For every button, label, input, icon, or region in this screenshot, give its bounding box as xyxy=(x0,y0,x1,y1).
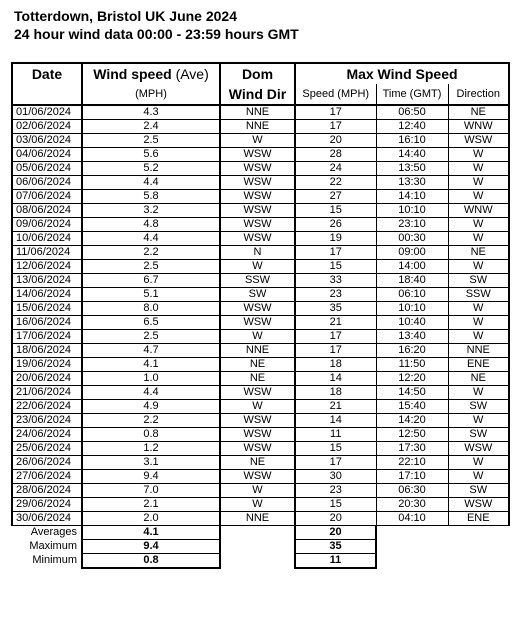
row-avg-speed: 0.8 xyxy=(82,428,220,442)
summary-max-speed: 35 xyxy=(295,540,376,554)
row-max-speed: 15 xyxy=(295,260,376,274)
row-date: 06/06/2024 xyxy=(12,176,82,190)
row-max-time: 00:30 xyxy=(376,232,448,246)
row-max-direction: W xyxy=(448,148,509,162)
row-max-direction: NE xyxy=(448,372,509,386)
header-max-wind-speed: Max Wind Speed xyxy=(295,63,509,84)
row-max-speed: 14 xyxy=(295,372,376,386)
row-avg-speed: 2.5 xyxy=(82,330,220,344)
row-max-speed: 15 xyxy=(295,498,376,512)
row-max-time: 10:10 xyxy=(376,204,448,218)
header-date: Date xyxy=(12,63,82,84)
table-row xyxy=(12,372,509,386)
summary-wind-speed: 0.8 xyxy=(82,554,220,569)
row-max-speed: 17 xyxy=(295,456,376,470)
row-max-time: 13:40 xyxy=(376,330,448,344)
row-max-time: 04:10 xyxy=(376,512,448,526)
row-max-speed: 19 xyxy=(295,232,376,246)
row-dom-dir: WSW xyxy=(220,190,295,204)
row-avg-speed: 4.3 xyxy=(82,105,220,120)
row-avg-speed: 1.0 xyxy=(82,372,220,386)
table-row xyxy=(12,386,509,400)
row-max-time: 20:30 xyxy=(376,498,448,512)
row-date: 29/06/2024 xyxy=(12,498,82,512)
row-max-time: 14:20 xyxy=(376,414,448,428)
row-max-direction: WSW xyxy=(448,134,509,148)
row-date: 10/06/2024 xyxy=(12,232,82,246)
row-max-speed: 17 xyxy=(295,105,376,120)
row-max-direction: NNE xyxy=(448,344,509,358)
row-date: 16/06/2024 xyxy=(12,316,82,330)
row-max-direction: WSW xyxy=(448,442,509,456)
row-max-time: 09:00 xyxy=(376,246,448,260)
header-dom: Dom xyxy=(220,63,295,84)
table-row xyxy=(12,330,509,344)
row-max-time: 16:10 xyxy=(376,134,448,148)
row-dom-dir: NNE xyxy=(220,344,295,358)
table-row xyxy=(12,442,509,456)
row-max-speed: 27 xyxy=(295,190,376,204)
header-wind-dir: Wind Dir xyxy=(220,84,295,105)
row-max-time: 23:10 xyxy=(376,218,448,232)
row-dom-dir: WSW xyxy=(220,176,295,190)
row-max-speed: 20 xyxy=(295,512,376,526)
row-avg-speed: 2.0 xyxy=(82,512,220,526)
row-max-direction: SW xyxy=(448,400,509,414)
row-avg-speed: 8.0 xyxy=(82,302,220,316)
summary-spacer xyxy=(220,540,295,554)
row-max-direction: NE xyxy=(448,246,509,260)
row-dom-dir: WSW xyxy=(220,442,295,456)
table-row xyxy=(12,120,509,134)
table-row xyxy=(12,400,509,414)
row-max-speed: 17 xyxy=(295,120,376,134)
report-subtitle: 24 hour wind data 00:00 - 23:59 hours GMT xyxy=(14,26,299,42)
row-max-speed: 22 xyxy=(295,176,376,190)
row-max-time: 11:50 xyxy=(376,358,448,372)
summary-spacer xyxy=(448,554,509,569)
summary-row xyxy=(12,540,509,554)
summary-spacer xyxy=(448,540,509,554)
row-max-direction: W xyxy=(448,470,509,484)
row-avg-speed: 3.2 xyxy=(82,204,220,218)
table-row xyxy=(12,260,509,274)
row-avg-speed: 1.2 xyxy=(82,442,220,456)
header-wind-speed: Wind speed (Ave) xyxy=(82,63,220,84)
table-row xyxy=(12,246,509,260)
row-date: 22/06/2024 xyxy=(12,400,82,414)
row-max-speed: 11 xyxy=(295,428,376,442)
row-dom-dir: WSW xyxy=(220,316,295,330)
summary-wind-speed: 4.1 xyxy=(82,526,220,540)
row-max-direction: ENE xyxy=(448,512,509,526)
row-max-time: 06:50 xyxy=(376,105,448,120)
row-max-time: 14:00 xyxy=(376,260,448,274)
row-date: 24/06/2024 xyxy=(12,428,82,442)
row-max-direction: WNW xyxy=(448,120,509,134)
summary-label: Averages xyxy=(30,526,77,539)
row-max-time: 14:50 xyxy=(376,386,448,400)
row-max-speed: 15 xyxy=(295,204,376,218)
row-max-time: 12:40 xyxy=(376,120,448,134)
row-max-direction: SW xyxy=(448,428,509,442)
row-max-direction: WNW xyxy=(448,204,509,218)
row-max-speed: 18 xyxy=(295,386,376,400)
row-max-speed: 20 xyxy=(295,134,376,148)
table-row xyxy=(12,190,509,204)
row-dom-dir: WSW xyxy=(220,232,295,246)
row-date: 05/06/2024 xyxy=(12,162,82,176)
row-dom-dir: NNE xyxy=(220,512,295,526)
row-date: 03/06/2024 xyxy=(12,134,82,148)
table-row xyxy=(12,162,509,176)
row-max-direction: SW xyxy=(448,274,509,288)
row-avg-speed: 4.4 xyxy=(82,176,220,190)
row-dom-dir: WSW xyxy=(220,218,295,232)
row-date: 15/06/2024 xyxy=(12,302,82,316)
row-date: 23/06/2024 xyxy=(12,414,82,428)
row-avg-speed: 6.5 xyxy=(82,316,220,330)
row-avg-speed: 4.7 xyxy=(82,344,220,358)
table-row xyxy=(12,456,509,470)
summary-wind-speed: 9.4 xyxy=(82,540,220,554)
row-max-time: 16:20 xyxy=(376,344,448,358)
summary-spacer xyxy=(376,554,448,569)
row-max-speed: 26 xyxy=(295,218,376,232)
row-dom-dir: WSW xyxy=(220,414,295,428)
row-dom-dir: NE xyxy=(220,372,295,386)
row-max-speed: 21 xyxy=(295,400,376,414)
row-avg-speed: 2.4 xyxy=(82,120,220,134)
row-date: 13/06/2024 xyxy=(12,274,82,288)
row-max-direction: W xyxy=(448,386,509,400)
row-date: 08/06/2024 xyxy=(12,204,82,218)
summary-max-speed: 20 xyxy=(295,526,376,540)
summary-spacer xyxy=(220,526,295,540)
row-max-direction: W xyxy=(448,190,509,204)
row-max-time: 13:50 xyxy=(376,162,448,176)
row-max-direction: W xyxy=(448,456,509,470)
row-max-time: 06:30 xyxy=(376,484,448,498)
row-dom-dir: WSW xyxy=(220,386,295,400)
row-max-speed: 23 xyxy=(295,288,376,302)
table-row xyxy=(12,316,509,330)
row-avg-speed: 9.4 xyxy=(82,470,220,484)
header-time-gmt: Time (GMT) xyxy=(376,84,448,105)
header-direction: Direction xyxy=(448,84,509,105)
row-max-time: 17:10 xyxy=(376,470,448,484)
table-row xyxy=(12,232,509,246)
summary-row xyxy=(12,554,509,569)
table-row xyxy=(12,218,509,232)
header-speed-mph: Speed (MPH) xyxy=(295,84,376,105)
report-title: Totterdown, Bristol UK June 2024 xyxy=(14,8,237,24)
row-avg-speed: 5.8 xyxy=(82,190,220,204)
row-dom-dir: W xyxy=(220,330,295,344)
row-avg-speed: 6.7 xyxy=(82,274,220,288)
row-dom-dir: NE xyxy=(220,358,295,372)
row-max-time: 14:40 xyxy=(376,148,448,162)
table-row xyxy=(12,105,509,120)
row-dom-dir: WSW xyxy=(220,204,295,218)
row-dom-dir: NNE xyxy=(220,105,295,120)
row-avg-speed: 4.9 xyxy=(82,400,220,414)
row-date: 02/06/2024 xyxy=(12,120,82,134)
row-date: 25/06/2024 xyxy=(12,442,82,456)
row-dom-dir: NE xyxy=(220,456,295,470)
row-max-time: 14:10 xyxy=(376,190,448,204)
row-dom-dir: W xyxy=(220,260,295,274)
row-avg-speed: 5.2 xyxy=(82,162,220,176)
row-max-direction: WSW xyxy=(448,498,509,512)
summary-spacer xyxy=(376,526,448,540)
row-max-direction: W xyxy=(448,162,509,176)
row-max-speed: 30 xyxy=(295,470,376,484)
table-row xyxy=(12,428,509,442)
table-row xyxy=(12,498,509,512)
row-dom-dir: W xyxy=(220,498,295,512)
row-max-time: 22:10 xyxy=(376,456,448,470)
table-row xyxy=(12,414,509,428)
row-max-direction: W xyxy=(448,414,509,428)
row-max-direction: W xyxy=(448,316,509,330)
row-avg-speed: 2.2 xyxy=(82,414,220,428)
row-max-speed: 17 xyxy=(295,246,376,260)
row-max-time: 10:40 xyxy=(376,316,448,330)
row-avg-speed: 5.1 xyxy=(82,288,220,302)
row-max-speed: 15 xyxy=(295,442,376,456)
row-max-time: 17:30 xyxy=(376,442,448,456)
row-dom-dir: WSW xyxy=(220,148,295,162)
summary-label: Minimum xyxy=(32,554,77,567)
row-date: 20/06/2024 xyxy=(12,372,82,386)
table-row xyxy=(12,134,509,148)
row-date: 28/06/2024 xyxy=(12,484,82,498)
table-row xyxy=(12,470,509,484)
row-dom-dir: W xyxy=(220,134,295,148)
row-max-speed: 33 xyxy=(295,274,376,288)
row-dom-dir: WSW xyxy=(220,162,295,176)
row-dom-dir: WSW xyxy=(220,428,295,442)
row-max-speed: 23 xyxy=(295,484,376,498)
row-max-time: 13:30 xyxy=(376,176,448,190)
row-date: 07/06/2024 xyxy=(12,190,82,204)
row-max-speed: 24 xyxy=(295,162,376,176)
row-max-time: 10:10 xyxy=(376,302,448,316)
row-date: 27/06/2024 xyxy=(12,470,82,484)
summary-spacer xyxy=(376,540,448,554)
row-avg-speed: 4.1 xyxy=(82,358,220,372)
row-date: 09/06/2024 xyxy=(12,218,82,232)
row-date: 18/06/2024 xyxy=(12,344,82,358)
row-max-time: 12:50 xyxy=(376,428,448,442)
row-avg-speed: 2.2 xyxy=(82,246,220,260)
row-dom-dir: W xyxy=(220,400,295,414)
row-avg-speed: 2.1 xyxy=(82,498,220,512)
row-dom-dir: N xyxy=(220,246,295,260)
row-max-speed: 28 xyxy=(295,148,376,162)
row-date: 21/06/2024 xyxy=(12,386,82,400)
row-date: 17/06/2024 xyxy=(12,330,82,344)
row-dom-dir: SSW xyxy=(220,274,295,288)
summary-spacer xyxy=(220,554,295,569)
table-row xyxy=(12,512,509,526)
row-max-direction: SW xyxy=(448,484,509,498)
row-max-speed: 21 xyxy=(295,316,376,330)
row-max-time: 12:20 xyxy=(376,372,448,386)
table-row xyxy=(12,274,509,288)
row-avg-speed: 2.5 xyxy=(82,134,220,148)
wind-data-table xyxy=(11,62,510,569)
row-date: 11/06/2024 xyxy=(12,246,82,260)
row-date: 01/06/2024 xyxy=(12,105,82,120)
row-max-time: 18:40 xyxy=(376,274,448,288)
row-max-speed: 17 xyxy=(295,330,376,344)
row-avg-speed: 4.8 xyxy=(82,218,220,232)
row-date: 26/06/2024 xyxy=(12,456,82,470)
row-dom-dir: W xyxy=(220,484,295,498)
row-max-direction: SSW xyxy=(448,288,509,302)
row-dom-dir: WSW xyxy=(220,302,295,316)
row-max-direction: W xyxy=(448,218,509,232)
row-avg-speed: 4.4 xyxy=(82,232,220,246)
row-date: 30/06/2024 xyxy=(12,512,82,526)
table-row xyxy=(12,148,509,162)
row-date: 04/06/2024 xyxy=(12,148,82,162)
table-row xyxy=(12,176,509,190)
summary-max-speed: 11 xyxy=(295,554,376,569)
row-max-direction: W xyxy=(448,260,509,274)
table-row xyxy=(12,288,509,302)
row-dom-dir: SW xyxy=(220,288,295,302)
table-row xyxy=(12,302,509,316)
row-max-speed: 18 xyxy=(295,358,376,372)
row-max-time: 06:10 xyxy=(376,288,448,302)
row-date: 14/06/2024 xyxy=(12,288,82,302)
table-row xyxy=(12,344,509,358)
row-max-direction: NE xyxy=(448,105,509,120)
row-max-speed: 14 xyxy=(295,414,376,428)
row-avg-speed: 2.5 xyxy=(82,260,220,274)
row-date: 12/06/2024 xyxy=(12,260,82,274)
row-max-direction: W xyxy=(448,330,509,344)
row-dom-dir: WSW xyxy=(220,470,295,484)
row-date: 19/06/2024 xyxy=(12,358,82,372)
summary-row xyxy=(12,526,509,540)
row-avg-speed: 4.4 xyxy=(82,386,220,400)
row-max-direction: W xyxy=(448,302,509,316)
row-avg-speed: 7.0 xyxy=(82,484,220,498)
row-max-direction: W xyxy=(448,232,509,246)
row-max-speed: 35 xyxy=(295,302,376,316)
table-row xyxy=(12,484,509,498)
summary-spacer xyxy=(448,526,509,540)
row-avg-speed: 5.6 xyxy=(82,148,220,162)
row-dom-dir: NNE xyxy=(220,120,295,134)
row-max-direction: ENE xyxy=(448,358,509,372)
table-row xyxy=(12,204,509,218)
row-max-direction: W xyxy=(448,176,509,190)
row-max-speed: 17 xyxy=(295,344,376,358)
row-max-time: 15:40 xyxy=(376,400,448,414)
table-row xyxy=(12,358,509,372)
summary-label: Maximum xyxy=(29,540,77,552)
header-wind-speed-unit: (MPH) xyxy=(82,84,220,105)
row-avg-speed: 3.1 xyxy=(82,456,220,470)
